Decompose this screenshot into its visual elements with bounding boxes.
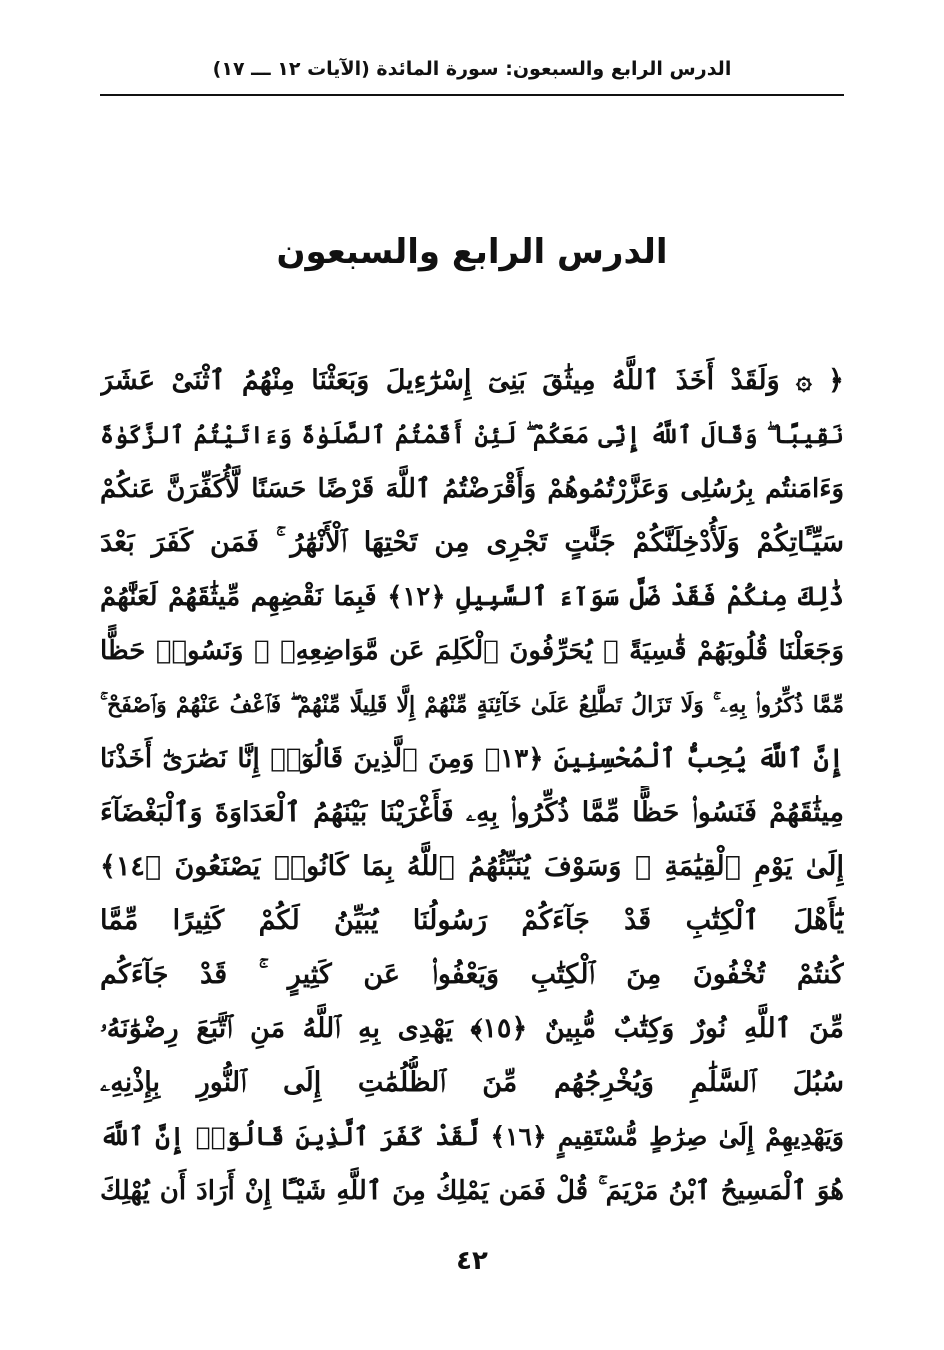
verse-line: مِّمَّا ذُكِّرُوا۟ بِهِۦ ۚ وَلَا تَزَالُ تَطَّلِعُ عَلَىٰ خَآئِنَةٍ مِّنْهُمْ إِلَّا قَلِيلًا مِّنْهُمْ ۖ فَٱعْفُ عَنْهُمْ وَٱصْفَحْ ۚ bbox=[100, 692, 844, 718]
verse-line: يَٰٓأَهْلَ ٱلْكِتَٰبِ قَدْ جَآءَكُمْ رَسُولُنَا يُبَيِّنُ لَكُمْ كَثِيرًا مِّمَّا bbox=[100, 905, 844, 936]
running-header: الدرس الرابع والسبعون: سورة المائدة (الآيات ١٢ ـــ ١٧) bbox=[212, 58, 732, 80]
verse-line: مِيثَٰقَهُمْ فَنَسُوا۟ حَظًّا مِّمَّا ذُكِّرُوا۟ بِهِۦ فَأَغْرَيْنَا بَيْنَهُمُ ٱلْعَدَاوَةَ وَٱلْبَغْضَآءَ bbox=[100, 797, 844, 828]
verse-line: مِّنَ ٱللَّهِ نُورٌ وَكِتَٰبٌ مُّبِينٌ ﴿١٥﴾ يَهْدِى بِهِ ٱللَّهُ مَنِ ٱتَّبَعَ رِضْوَٰنَهُۥ bbox=[100, 1013, 844, 1044]
verse-line: وَيَهْدِيهِمْ إِلَىٰ صِرَٰطٍ مُّسْتَقِيمٍ ﴿١٦﴾ لَّقَدْ كَفَرَ ٱلَّذِينَ قَالُوٓا۟ إِنَّ ٱللَّهَ bbox=[100, 1122, 844, 1151]
verse-line: وَجَعَلْنَا قُلُوبَهُمْ قَٰسِيَةً ۖ يُحَرِّفُونَ ٱلْكَلِمَ عَن مَّوَاضِعِهِۦ ۙ وَنَسُوا۟ حَظًّا bbox=[100, 636, 844, 666]
verse-line: هُوَ ٱلْمَسِيحُ ٱبْنُ مَرْيَمَ ۚ قُلْ فَمَن يَمْلِكُ مِنَ ٱللَّهِ شَيْـًٔا إِنْ أَرَادَ أَن يُهْلِكَ bbox=[100, 1176, 844, 1206]
verse-line: إِنَّ ٱللَّهَ يُحِبُّ ٱلْمُحْسِنِينَ ﴿١٣﴾ وَمِنَ ٱلَّذِينَ قَالُوٓا۟ إِنَّا نَصَٰرَىٰٓ أَخَذْنَا bbox=[100, 744, 844, 774]
verse-line: ذَٰلِكَ مِنكُمْ فَقَدْ ضَلَّ سَوَآءَ ٱلسَّبِيلِ ﴿١٢﴾ فَبِمَا نَقْضِهِم مِّيثَٰقَهُمْ لَعَنَّٰهُمْ bbox=[100, 582, 844, 612]
verse-line: سُبُلَ ٱلسَّلَٰمِ وَيُخْرِجُهُم مِّنَ ٱلظُّلُمَٰتِ إِلَى ٱلنُّورِ بِإِذْنِهِۦ bbox=[100, 1067, 844, 1098]
verse-line: كُنتُمْ تُخْفُونَ مِنَ ٱلْكِتَٰبِ وَيَعْفُوا۟ عَن كَثِيرٍ ۚ قَدْ جَآءَكُم bbox=[100, 959, 844, 990]
page-number: ٤٢ bbox=[456, 1246, 488, 1276]
verse-line: إِلَىٰ يَوْمِ ٱلْقِيَٰمَةِ ۚ وَسَوْفَ يُنَبِّئُهُمُ ٱللَّهُ بِمَا كَانُوا۟ يَصْنَعُونَ ﴿١٤﴾ bbox=[100, 851, 844, 882]
verse-line: وَءَامَنتُم بِرُسُلِى وَعَزَّرْتُمُوهُمْ وَأَقْرَضْتُمُ ٱللَّهَ قَرْضًا حَسَنًا لَّأُكَفِّرَنَّ عَنكُمْ bbox=[100, 474, 844, 504]
verse-line: نَقِيبًا ۖ وَقَالَ ٱللَّهُ إِنِّى مَعَكُمْ ۖ لَئِنْ أَقَمْتُمُ ٱلصَّلَوٰةَ وَءَاتَيْتُمُ ٱلزَّكَوٰةَ bbox=[100, 420, 844, 449]
verses-block bbox=[100, 354, 844, 1218]
lesson-title: الدرس الرابع والسبعون bbox=[276, 232, 668, 272]
verse-line: سَيِّـَٔاتِكُمْ وَلَأُدْخِلَنَّكُمْ جَنَّٰتٍ تَجْرِى مِن تَحْتِهَا ٱلْأَنْهَٰرُ ۚ فَمَن كَفَرَ بَعْدَ bbox=[100, 527, 844, 558]
verse-line: ﴿ ۞ وَلَقَدْ أَخَذَ ٱللَّهُ مِيثَٰقَ بَنِىٓ إِسْرَٰٓءِيلَ وَبَعَثْنَا مِنْهُمُ ٱثْنَىْ عَشَرَ bbox=[100, 365, 844, 396]
header-divider bbox=[100, 94, 844, 96]
